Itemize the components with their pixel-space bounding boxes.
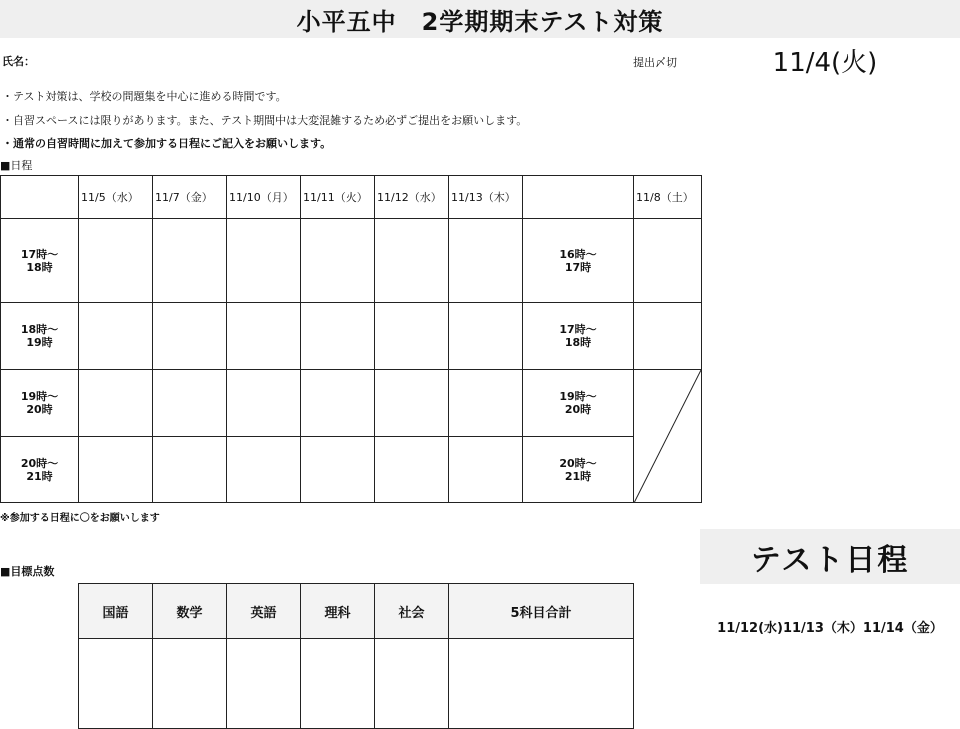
subject-english: 英語: [227, 584, 301, 639]
attendance-cell[interactable]: [449, 303, 523, 370]
schedule-row: [1, 219, 702, 303]
subject-japanese: 国語: [79, 584, 153, 639]
test-schedule-title: テスト日程: [700, 529, 960, 584]
attendance-cell[interactable]: [153, 219, 227, 303]
saturday-time-slot-label: 20時～ 21時: [523, 437, 634, 503]
target-score-heading: ■目標点数: [0, 565, 55, 578]
deadline-label: 提出〆切: [633, 56, 677, 69]
attendance-cell[interactable]: [153, 437, 227, 503]
attendance-cell[interactable]: [449, 370, 523, 437]
attendance-cell[interactable]: [375, 303, 449, 370]
attendance-cell[interactable]: [79, 303, 153, 370]
score-cell[interactable]: [375, 639, 449, 729]
schedule-row: [1, 437, 702, 503]
diagonal-strike-line: [634, 370, 702, 503]
attendance-cell[interactable]: [375, 219, 449, 303]
date-header: 11/13（木）: [449, 176, 523, 219]
time-slot-label: 19時～ 20時: [1, 370, 79, 437]
note-study-purpose: ・テスト対策は、学校の問題集を中心に進める時間です。: [2, 90, 287, 103]
date-header: 11/7（金）: [153, 176, 227, 219]
score-cell[interactable]: [449, 639, 634, 729]
saturday-time-slot-label: 16時～ 17時: [523, 219, 634, 303]
subject-social-studies: 社会: [375, 584, 449, 639]
score-cell[interactable]: [79, 639, 153, 729]
test-dates: 11/12(水)11/13（木）11/14（金）: [717, 621, 943, 636]
note-space-limit: ・自習スペースには限りがあります。また、テスト期間中は大変混雑するため必ずご提出をお願いします。: [2, 114, 528, 127]
date-header: 11/5（水）: [79, 176, 153, 219]
time-slot-label: 18時～ 19時: [1, 303, 79, 370]
attendance-cell[interactable]: [301, 219, 375, 303]
score-cell[interactable]: [227, 639, 301, 729]
attendance-cell[interactable]: [301, 437, 375, 503]
schedule-header-row: [1, 176, 702, 219]
score-cell[interactable]: [153, 639, 227, 729]
date-header: 11/12（水）: [375, 176, 449, 219]
subject-science: 理科: [301, 584, 375, 639]
attendance-cell[interactable]: [153, 370, 227, 437]
score-input-row: [79, 639, 634, 729]
attendance-cell[interactable]: [375, 437, 449, 503]
attendance-cell[interactable]: [449, 437, 523, 503]
attendance-cell[interactable]: [227, 303, 301, 370]
attendance-cell[interactable]: [449, 219, 523, 303]
schedule-row: [1, 370, 702, 437]
attendance-cell[interactable]: [79, 219, 153, 303]
attendance-cell[interactable]: [301, 370, 375, 437]
subject-total: 5科目合計: [449, 584, 634, 639]
score-cell[interactable]: [301, 639, 375, 729]
schedule-table: [0, 175, 702, 503]
saturday-date-header: 11/8（土）: [634, 176, 702, 219]
attendance-cell[interactable]: [153, 303, 227, 370]
corner-cell: [1, 176, 79, 219]
date-header: 11/11（火）: [301, 176, 375, 219]
attendance-note: ※参加する日程に〇をお願いします: [0, 513, 160, 524]
saturday-time-slot-label: 17時～ 18時: [523, 303, 634, 370]
attendance-cell[interactable]: [79, 370, 153, 437]
schedule-row: [1, 303, 702, 370]
attendance-cell[interactable]: [634, 219, 702, 303]
attendance-cell[interactable]: [227, 437, 301, 503]
blank-header: [523, 176, 634, 219]
target-score-table: [78, 583, 634, 729]
attendance-cell[interactable]: [79, 437, 153, 503]
subject-header-row: [79, 584, 634, 639]
schedule-heading: ■日程: [0, 159, 33, 172]
time-slot-label: 17時～ 18時: [1, 219, 79, 303]
attendance-cell[interactable]: [227, 370, 301, 437]
unavailable-slot-cell: [634, 370, 702, 503]
name-label: 氏名：: [2, 55, 35, 68]
saturday-time-slot-label: 19時～ 20時: [523, 370, 634, 437]
note-fill-in: ・通常の自習時間に加えて参加する日程にご記入をお願いします。: [2, 137, 332, 150]
attendance-cell[interactable]: [375, 370, 449, 437]
date-header: 11/10（月）: [227, 176, 301, 219]
deadline-date: 11/4(火): [772, 48, 878, 78]
attendance-cell[interactable]: [227, 219, 301, 303]
subject-math: 数学: [153, 584, 227, 639]
attendance-cell[interactable]: [634, 303, 702, 370]
attendance-cell[interactable]: [301, 303, 375, 370]
page-title: 小平五中 2学期期末テスト対策: [0, 0, 960, 38]
time-slot-label: 20時～ 21時: [1, 437, 79, 503]
